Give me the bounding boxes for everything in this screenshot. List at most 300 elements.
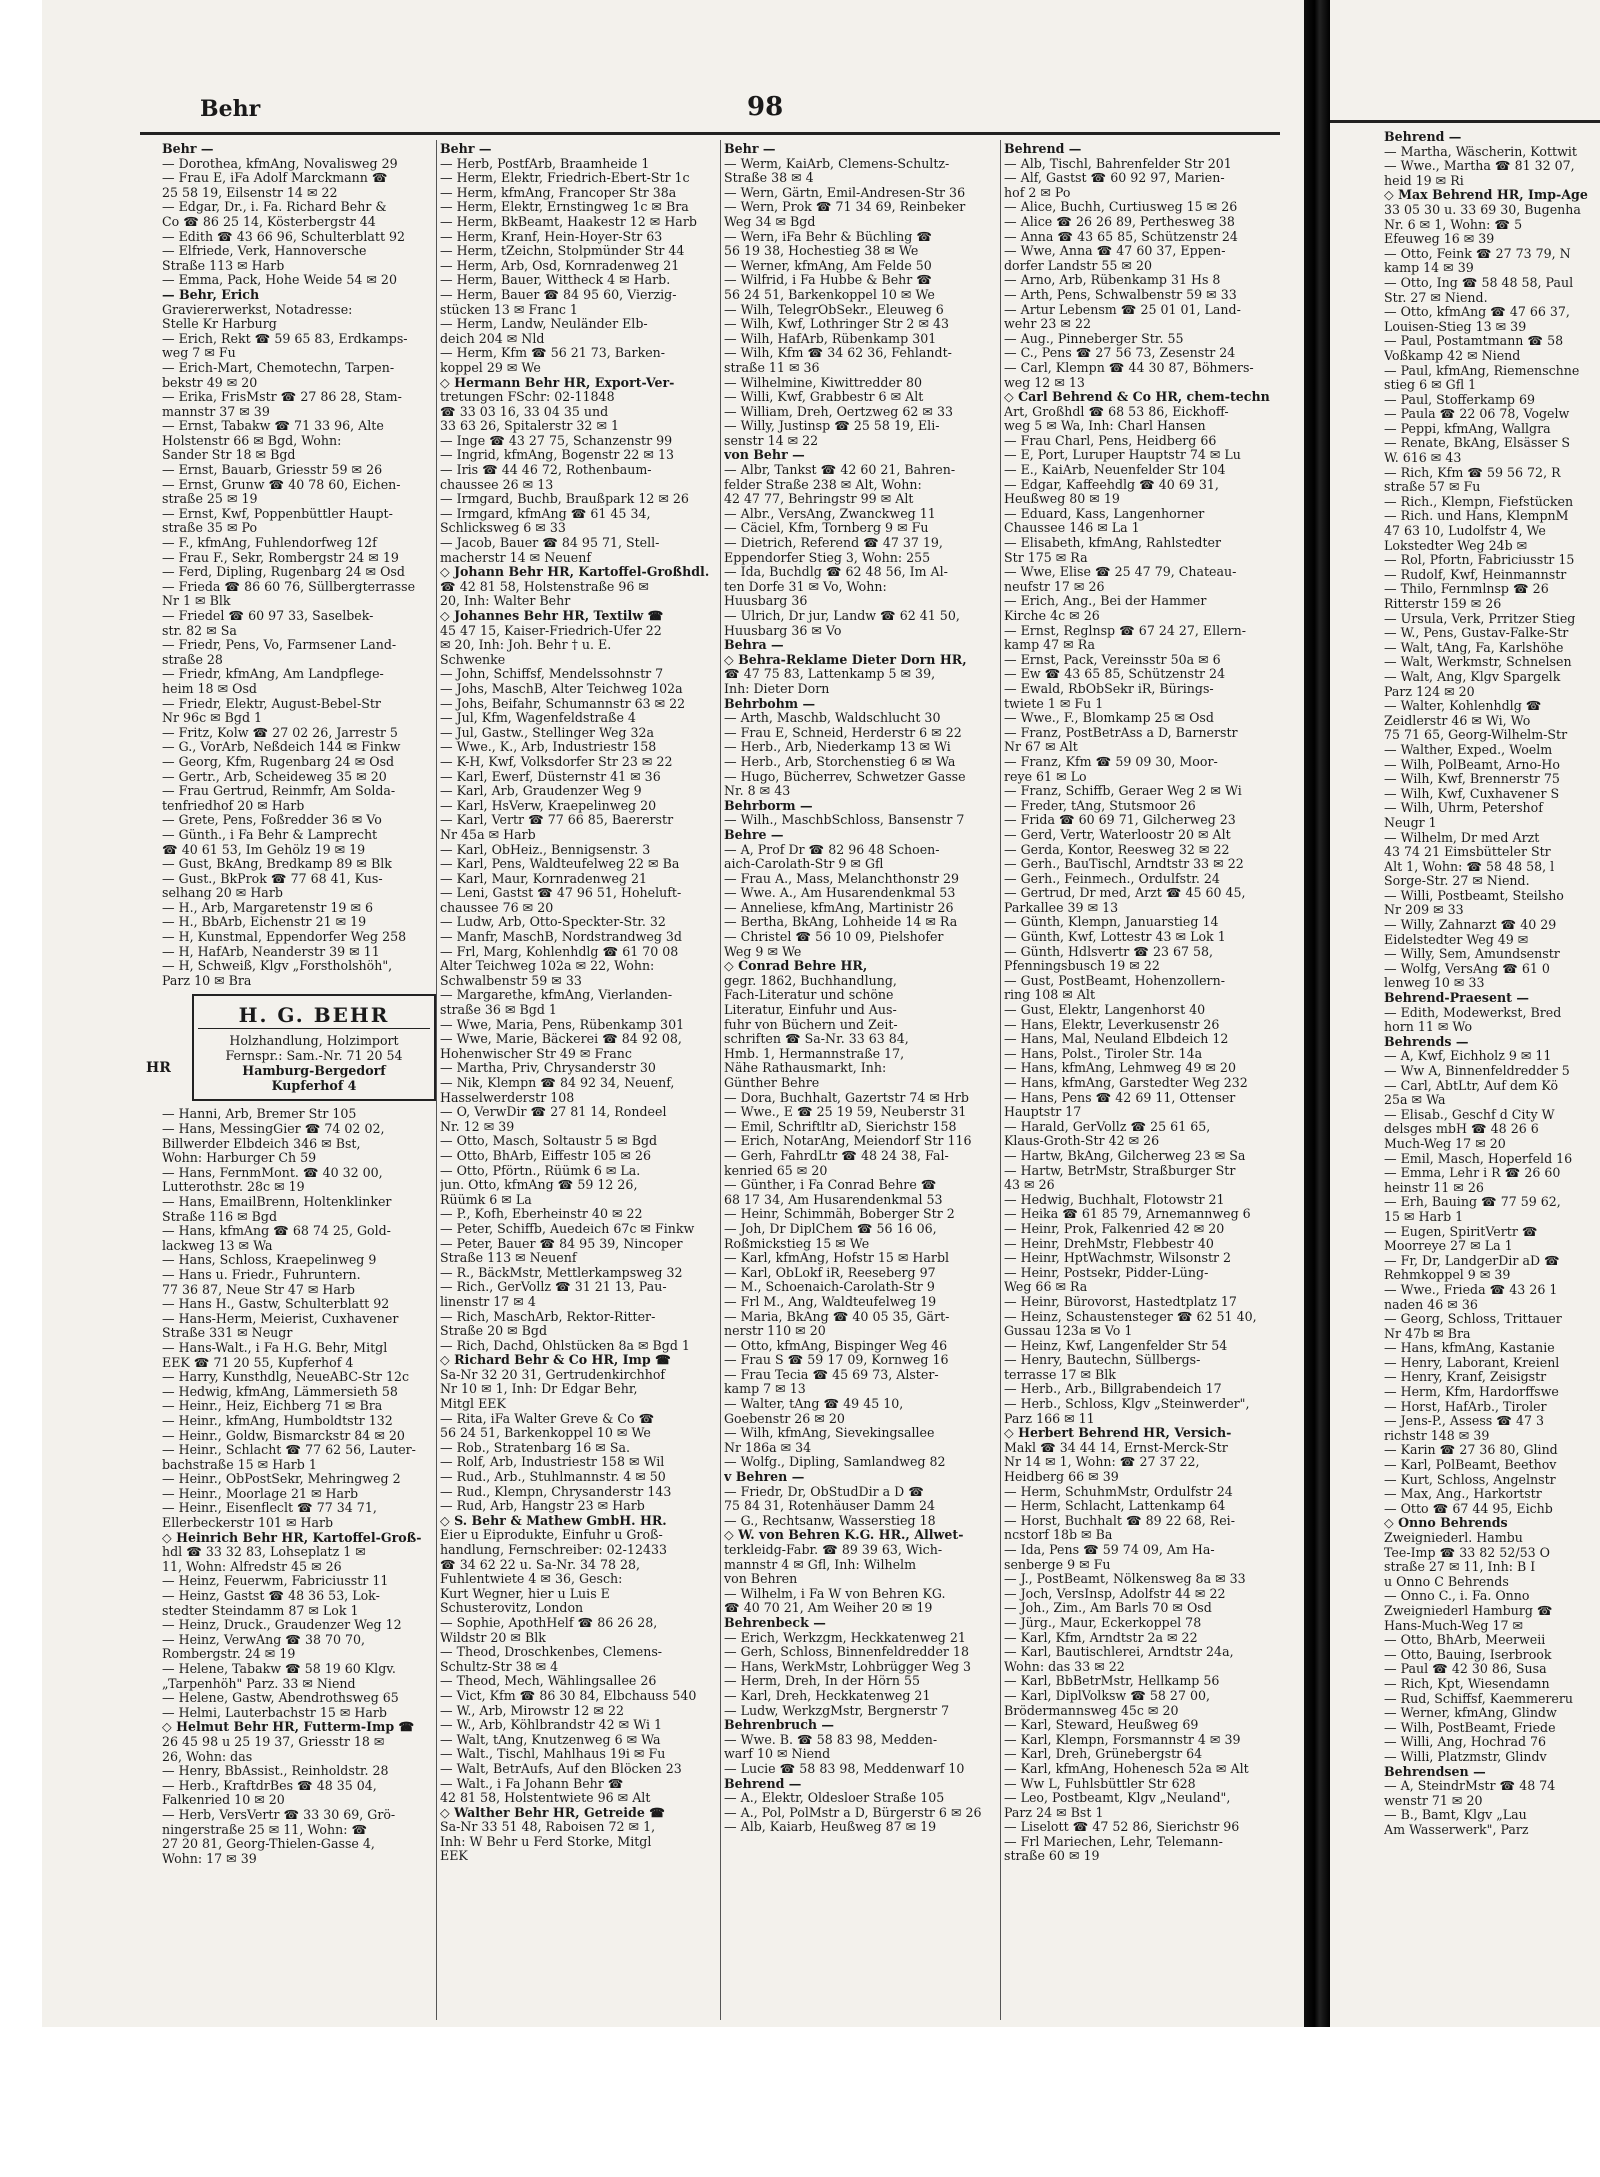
directory-entry-line: — Frau E, iFa Adolf Marckmann ☎ [162,170,388,186]
directory-entry-line: straße 27 ✉ 11, Inh: B I [1384,1559,1536,1575]
directory-entry-line: — Heinz, Schaustensteger ☎ 62 51 40, [1004,1308,1257,1324]
directory-entry-line: — Albr., VersAng, Zwanckweg 11 [724,505,936,521]
directory-entry-line: — Walt, Ang, Klgv Spargelk [1384,668,1561,684]
directory-entry-line: — Wern, iFa Behr & Büchling ☎ [724,228,933,244]
directory-entry-line: — Erich, Ang., Bei der Hammer [1004,593,1207,609]
directory-entry-line: — Grete, Pens, Foßredder 36 ✉ Vo [162,812,382,828]
directory-entry-line: lackweg 13 ✉ Wa [162,1237,273,1253]
directory-entry-line: Behrend — [1004,142,1082,156]
directory-entry-line: Straße 38 ✉ 4 [724,170,814,186]
directory-entry-line: — Wwe., K., Arb, Industriestr 158 [440,739,657,755]
directory-entry-line: — Frl, Marg, Kohlenhdlg ☎ 61 70 08 [440,943,679,959]
directory-entry-line: — Harald, GerVollz ☎ 25 61 65, [1004,1118,1211,1134]
directory-entry-line: „Tarpenhöh" Parz. 33 ✉ Niend [162,1675,356,1691]
directory-entry-line: straße 11 ✉ 36 [724,359,820,375]
column-4-entries [1004,142,1282,1864]
directory-entry-line: — Friedr, Elektr, August-Bebel-Str [162,695,381,711]
directory-entry-line: — Inge ☎ 43 27 75, Schanzenstr 99 [440,432,673,448]
directory-entry-line: — Paul, kfmAng, Riemenschne [1384,362,1580,378]
directory-entry-line: — Herb., KraftdrBes ☎ 48 35 04, [162,1777,377,1793]
directory-entry-line: — Leni, Gastst ☎ 47 96 51, Hoheluft- [440,885,682,901]
directory-entry-line: hof 2 ✉ Po [1004,184,1071,200]
directory-entry-line: — Hans, kfmAng ☎ 68 74 25, Gold- [162,1223,391,1239]
directory-entry-line: — Erich, Rekt ☎ 59 65 83, Erdkamps- [162,330,408,346]
directory-entry-line: — Gerh, FahrdLtr ☎ 48 24 38, Fal- [724,1147,949,1163]
directory-entry-line: richstr 148 ✉ 39 [1384,1427,1490,1443]
directory-entry-line: — Iris ☎ 44 46 72, Rothenbaum- [440,462,652,478]
directory-entry-line: 56 19 38, Hochestieg 38 ✉ We [724,243,919,259]
directory-entry-line: Straße 116 ✉ Bgd [162,1208,278,1224]
directory-entry-line: — R., BäckMstr, Mettlerkampsweg 32 [440,1264,683,1280]
directory-entry-line: Hauptstr 17 [1004,1104,1082,1120]
directory-entry-line: 42 47 77, Behringstr 99 ✉ Alt [724,491,914,507]
directory-entry-line: mannstr 4 ✉ Gfl, Inh: Wilhelm [724,1556,917,1572]
directory-entry-line: — Karl, Klempn, Forsmannstr 4 ✉ 39 [1004,1731,1241,1747]
directory-column-3 [724,142,1002,2022]
directory-entry-line: — Gust., BkProk ☎ 77 68 41, Kus- [162,870,383,886]
directory-entry-line: — Wilh, TelegrObSekr., Eleuweg 6 [724,301,944,317]
page-header [182,92,1322,132]
directory-entry-line: 27 20 81, Georg-Thielen-Gasse 4, [162,1836,375,1852]
directory-entry-line: — Wwe, Anna ☎ 47 60 37, Eppen- [1004,243,1226,259]
directory-entry-line: — Irmgard, kfmAng ☎ 61 45 34, [440,505,651,521]
directory-entry-line: Straße 20 ✉ Bgd [440,1323,548,1339]
directory-entry-line: — Jürg., Maur, Eckerkoppel 78 [1004,1614,1202,1630]
directory-entry-line: straße 36 ✉ Bgd 1 [440,1002,557,1018]
directory-entry-line: — Rud., Arb., Stuhlmannstr. 4 ✉ 50 [440,1469,666,1485]
directory-entry-line: macherstr 14 ✉ Neuenf [440,549,592,565]
directory-entry-line: — Heinr., Heiz, Eichberg 71 ✉ Bra [162,1398,383,1414]
directory-entry-line: — Heinr, Schimmäh, Boberger Str 2 [724,1206,955,1222]
directory-entry-line: — Ida, Pens ☎ 59 74 09, Am Ha- [1004,1542,1215,1557]
directory-entry-line: Co ☎ 86 25 14, Kösterbergstr 44 [162,213,376,229]
directory-entry-line: — Martha, Wäscherin, Kottwit [1384,143,1577,159]
directory-entry-line: Sorge-Str. 27 ✉ Niend. [1384,873,1530,889]
directory-entry-line: heinstr 11 ✉ 26 [1384,1179,1484,1195]
directory-entry-line: Behrenbeck — [724,1614,826,1630]
directory-entry-line: — Hans, WerkMstr, Lohbrügger Weg 3 [724,1658,972,1674]
directory-entry-line: ◇ Conrad Behre HR, [724,958,868,974]
directory-entry-line: Nr 47b ✉ Bra [1384,1325,1471,1341]
directory-entry-line: — Walt, tAng, Knutzenweg 6 ✉ Wa [440,1731,661,1747]
directory-entry-line: kenried 65 ✉ 20 [724,1162,828,1178]
directory-entry-line: — Herb., Schloss, Klgv „Steinwerder", [1004,1396,1250,1412]
directory-entry-line: — Arth, Maschb, Waldschlucht 30 [724,710,941,726]
directory-entry-line: — Henry, Bautechn, Süllbergs- [1004,1352,1201,1368]
directory-entry-line: — Paula ☎ 22 06 78, Vogelw [1384,406,1570,422]
directory-entry-line: — Jens-P., Assess ☎ 47 3 [1384,1413,1544,1429]
directory-entry-line: — Paul, Stofferkamp 69 [1384,391,1536,407]
directory-entry-line: ncstorf 18b ✉ Ba [1004,1527,1113,1543]
directory-entry-line: Art, Großhdl ☎ 68 53 86, Eickhoff- [1004,403,1229,419]
directory-entry-line: — Heinr, Postsekr, Pidder-Lüng- [1004,1264,1209,1280]
directory-entry-line: Nr 1 ✉ Blk [162,593,231,609]
directory-entry-line: — Rita, iFa Walter Greve & Co ☎ [440,1410,655,1426]
directory-entry-line: Parz 10 ✉ Bra [162,972,252,988]
directory-entry-line: — H., Arb, Margaretenstr 19 ✉ 6 [162,899,374,915]
directory-entry-line: — Wilhelm, i Fa W von Behren KG. [724,1585,946,1601]
directory-entry-line: — Heinr., Schlacht ☎ 77 62 56, Lauter- [162,1442,416,1458]
directory-entry-line: Str. 27 ✉ Niend. [1384,289,1488,305]
directory-entry-line: — Rud., Klempn, Chrysanderstr 143 [440,1483,672,1499]
directory-entry-line: — Ernst, Bauarb, Griesstr 59 ✉ 26 [162,462,383,478]
directory-entry-line: ◇ Johann Behr HR, Kartoffel-Großhdl. [440,564,710,580]
directory-entry-line: — Edith ☎ 43 66 96, Schulterblatt 92 [162,228,406,244]
book-gutter [1304,0,1330,2177]
directory-entry-line: — Willi, Platzmstr, Glindv [1384,1748,1547,1764]
directory-entry-line: — A, Kwf, Eichholz 9 ✉ 11 [1384,1048,1552,1064]
directory-entry-line: — W., Arb, Köhlbrandstr 42 ✉ Wi 1 [440,1717,662,1733]
directory-entry-line: — Horst, Buchhalt ☎ 89 22 68, Rei- [1004,1512,1235,1528]
directory-entry-line: — W., Pens, Gustav-Falke-Str [1384,625,1569,641]
directory-entry-line: — Liselott ☎ 47 52 86, Sierichstr 96 [1004,1819,1240,1835]
directory-entry-line: — Christel ☎ 56 10 09, Pielshofer [724,929,944,945]
directory-entry-line: 77 36 87, Neue Str 47 ✉ Harb [162,1281,355,1297]
directory-column-4 [1004,142,1282,2022]
directory-entry-line: — Emil, Masch, Hoperfeld 16 [1384,1150,1573,1166]
directory-entry-line: — Karl, Dreh, Heckkatenweg 21 [724,1687,931,1703]
directory-entry-line: — Wilh, Kwf, Lothringer Str 2 ✉ 43 [724,316,950,332]
directory-entry-line: — Horst, HafArb., Tiroler [1384,1398,1547,1414]
directory-entry-line: Hmb. 1, Hermannstraße 17, [724,1045,905,1061]
directory-entry-line: Behrend — [1384,130,1462,144]
directory-entry-line: — Manfr, MaschB, Nordstrandweg 3d [440,929,682,945]
directory-entry-line: ✉ 20, Inh: Joh. Behr † u. E. [440,637,612,653]
directory-entry-line: Nr 186a ✉ 34 [724,1439,812,1455]
directory-entry-line: Mitgl EEK [440,1396,506,1412]
directory-entry-line: — Otto, Pförtn., Rüümk 6 ✉ La. [440,1162,641,1178]
directory-entry-line: — Elisabeth, kfmAng, Rahlstedter [1004,535,1222,551]
directory-entry-line: v Behren — [724,1469,805,1485]
directory-entry-line: — Paul ☎ 42 30 86, Susa [1384,1661,1547,1677]
directory-entry-line: — Walt., i Fa Johann Behr ☎ [440,1775,624,1791]
directory-entry-line: — Ew ☎ 43 65 85, Schützenstr 24 [1004,666,1226,682]
directory-entry-line: Parz 24 ✉ Bst 1 [1004,1804,1104,1820]
directory-entry-line: Schwenke [440,651,506,667]
directory-entry-line: hdl ☎ 33 32 83, Lohseplatz 1 ✉ [162,1544,366,1560]
directory-entry-line: — Henry, BbAssist., Reinholdstr. 28 [162,1763,389,1779]
directory-entry-line: ◇ Behra-Reklame Dieter Dorn HR, [724,651,967,667]
directory-entry-line: — Wwe., E ☎ 25 19 59, Neuberstr 31 [724,1104,967,1120]
directory-entry-line: — Alb, Tischl, Bahrenfelder Str 201 [1004,155,1232,171]
directory-entry-line: — Hans, Mal, Neuland Elbdeich 12 [1004,1031,1229,1047]
directory-entry-line: Goebenstr 26 ✉ 20 [724,1410,845,1426]
directory-entry-line: — Karl, HsVerw, Kraepelinweg 20 [440,797,657,813]
directory-entry-line: — Ernst, Grunw ☎ 40 78 60, Eichen- [162,476,401,492]
directory-entry-line: — Herb, PostfArb, Braamheide 1 [440,155,650,171]
directory-entry-line: — Franz, Schiffb, Geraer Weg 2 ✉ Wi [1004,783,1242,799]
directory-entry-line: — Hanni, Arb, Bremer Str 105 [162,1106,357,1122]
scan-margin [0,2027,1600,2177]
directory-entry-line: Schultz-Str 38 ✉ 4 [440,1658,559,1674]
directory-entry-line: — Rol, Pfortn, Fabriciusstr 15 [1384,552,1575,568]
directory-entry-line: — Wern, Prok ☎ 71 34 69, Reinbeker [724,199,966,215]
ad-side-mark: HR [146,1060,171,1076]
directory-entry-line: — Rud, Arb, Hangstr 23 ✉ Harb [440,1498,645,1514]
directory-entry-line: ◇ W. von Behren K.G. HR., Allwet- [724,1527,964,1543]
directory-entry-line: — Hugo, Bücherrev, Schwetzer Gasse [724,768,966,784]
directory-entry-line: 68 17 34, Am Husarendenkmal 53 [724,1191,943,1207]
directory-entry-line: — Günth, Klempn, Januarstieg 14 [1004,914,1219,930]
directory-entry-line: — Peter, Schiffb, Auedeich 67c ✉ Finkw [440,1220,695,1236]
directory-entry-line: Gussau 123a ✉ Vo 1 [1004,1323,1133,1339]
directory-entry-line: — Karl, DiplVolksw ☎ 58 27 00, [1004,1687,1210,1703]
directory-entry-line: Rehmkoppel 9 ✉ 39 [1384,1267,1511,1283]
directory-entry-line: Kirche 4c ✉ 26 [1004,608,1100,623]
directory-entry-line: — A, SteindrMstr ☎ 48 74 [1384,1778,1556,1794]
directory-entry-line: — Frl Mariechen, Lehr, Telemann- [1004,1833,1223,1849]
directory-entry-line: — Wwe. A., Am Husarendenkmal 53 [724,885,956,901]
directory-entry-line: Behre — [724,826,784,842]
directory-entry-line: — Hedwig, Buchhalt, Flotowstr 21 [1004,1191,1225,1207]
directory-column-5 [1384,130,1600,2010]
directory-entry-line: — H, HafArb, Neanderstr 39 ✉ 11 [162,943,380,959]
directory-entry-line: — J., PostBeamt, Nölkensweg 8a ✉ 33 [1004,1571,1246,1587]
directory-entry-line: — W., Arb, Mirowstr 12 ✉ 22 [440,1702,624,1718]
directory-entry-line: Str 175 ✉ Ra [1004,549,1088,565]
directory-entry-line: — Otto, BhArb, Eiffestr 105 ✉ 26 [440,1147,651,1163]
directory-entry-line: Inh: W Behr u Ferd Storke, Mitgl [440,1833,652,1849]
directory-entry-line: — A., Elektr, Oldesloer Straße 105 [724,1790,945,1806]
directory-entry-line: 47 63 10, Ludolfstr 4, We [1384,523,1546,539]
directory-entry-line: — Lucie ☎ 58 83 98, Meddenwarf 10 [724,1760,965,1776]
directory-entry-line: — Herm, Arb, Osd, Kornradenweg 21 [440,257,680,273]
directory-entry-line: — Hartw, BetrMstr, Straßburger Str [1004,1162,1236,1178]
directory-entry-line: felder Straße 238 ✉ Alt, Wohn: [724,476,922,492]
directory-entry-line: — Karl, kfmAng, Hohenesch 52a ✉ Alt [1004,1760,1249,1776]
directory-entry-line: — Emil, Schriftltr aD, Sierichstr 158 [724,1118,957,1134]
directory-entry-line: heid 19 ✉ Ri [1384,172,1464,188]
directory-entry-line: — Hans, Polst., Tiroler Str. 14a [1004,1045,1203,1061]
directory-entry-line: — Carl, AbtLtr, Auf dem Kö [1384,1077,1559,1093]
directory-entry-line: Moorreye 27 ✉ La 1 [1384,1238,1513,1254]
right-header-rule [1330,120,1600,123]
directory-entry-line: — Wwe, Maria, Pens, Rübenkamp 301 [440,1016,685,1032]
directory-entry-line: — Ww A, Binnenfeldredder 5 [1384,1063,1570,1078]
directory-entry-line: Huusbarg 36 [724,593,808,609]
directory-entry-line: senstr 14 ✉ 22 [724,432,819,448]
directory-entry-line: Zeidlerstr 46 ✉ Wi, Wo [1384,712,1531,728]
directory-entry-line: — Fr, Dr, LandgerDir aD ☎ [1384,1252,1560,1268]
directory-entry-line: — Henry, Kranf, Zeisigstr [1384,1369,1547,1385]
directory-entry-line: — Heika ☎ 61 85 79, Arnemannweg 6 [1004,1206,1251,1222]
directory-entry-line: Zweigniederl. Hambu [1384,1530,1523,1545]
directory-entry-line: — E., KaiArb, Neuenfelder Str 104 [1004,462,1226,478]
directory-entry-line: — Walter, tAng ☎ 49 45 10, [724,1396,904,1412]
directory-entry-line: — Karl, PolBeamt, Beethov [1384,1457,1557,1473]
directory-entry-line: — Hans, MessingGier ☎ 74 02 02, [162,1121,385,1137]
directory-entry-line: — Hans H., Gastw, Schulterblatt 92 [162,1296,390,1312]
directory-entry-line: — Heinr, Bürovorst, Hastedtplatz 17 [1004,1293,1237,1309]
directory-entry-line: — Friedr, Dr, ObStudDir a D ☎ [724,1483,924,1499]
directory-entry-line: — Heinr., kfmAng, Humboldtstr 132 [162,1412,393,1428]
directory-entry-line: Nr 96c ✉ Bgd 1 [162,710,263,726]
directory-entry-line: — Karl, ObLokf iR, Reeseberg 97 [724,1264,936,1280]
directory-entry-line: heim 18 ✉ Osd [162,680,257,696]
directory-entry-line: — Walt, BetrAufs, Auf den Blöcken 23 [440,1760,682,1776]
directory-entry-line: selhang 20 ✉ Harb [162,885,283,901]
directory-entry-line: ☎ 42 81 58, Holstenstraße 96 ✉ [440,578,649,594]
directory-entry-line: — Aug., Pinneberger Str. 55 [1004,330,1184,346]
directory-entry-line: — Ferd, Dipling, Rugenbarg 24 ✉ Osd [162,564,405,580]
directory-entry-line: — Ernst, Pack, Vereinsstr 50a ✉ 6 [1004,651,1221,667]
directory-entry-line: — Heinr, Prok, Falkenried 42 ✉ 20 [1004,1220,1225,1236]
directory-entry-line: Hohenwischer Str 49 ✉ Franc [440,1045,632,1061]
directory-entry-line: — Heinr., Moorlage 21 ✉ Harb [162,1485,359,1501]
directory-entry-line: — Wwe, Elise ☎ 25 47 79, Chateau- [1004,564,1237,580]
directory-entry-line: senberge 9 ✉ Fu [1004,1556,1111,1572]
directory-entry-line: — Wwe. B. ☎ 58 83 98, Medden- [724,1731,938,1747]
directory-entry-line: — Herm, BkBeamt, Haakestr 12 ✉ Harb [440,213,697,229]
directory-entry-line: — A., Pol, PolMstr a D, Bürgerstr 6 ✉ 26 [724,1804,982,1820]
directory-entry-line: Tee-Imp ☎ 33 82 52/53 O [1384,1544,1550,1560]
directory-entry-line: Behra — [724,637,784,653]
directory-entry-line: 20, Inh: Walter Behr [440,593,571,609]
directory-entry-line: — Hans, Pens ☎ 42 69 11, Ottenser [1004,1089,1236,1105]
directory-entry-line: — Hans, Elektr, Leverkusenstr 26 [1004,1016,1220,1032]
directory-entry-line: — Georg, Kfm, Rugenbarg 24 ✉ Osd [162,753,395,769]
directory-entry-line: — Herm, Dreh, In der Hörn 55 [724,1673,921,1689]
directory-entry-line: Am Wasserwerk", Parz [1384,1821,1529,1837]
directory-entry-line: tenfriedhof 20 ✉ Harb [162,797,305,813]
directory-entry-line: Holstenstr 66 ✉ Bgd, Wohn: [162,432,342,448]
directory-entry-line: Kurt Wegner, hier u Luis E [440,1585,610,1601]
directory-entry-line: — Edgar, Dr., i. Fa. Richard Behr & [162,199,387,215]
directory-entry-line: Billwerder Elbdeich 346 ✉ Bst, [162,1135,361,1151]
directory-entry-line: — Theod, Mech, Wählingsallee 26 [440,1673,657,1689]
directory-entry-line: Nr 14 ✉ 1, Wohn: ☎ 27 37 22, [1004,1454,1200,1470]
directory-entry-line: ☎ 33 03 16, 33 04 35 und [440,403,609,419]
directory-entry-line: — Wilh, kfmAng, Sievekingsallee [724,1425,935,1441]
directory-entry-line: kamp 14 ✉ 39 [1384,260,1474,276]
directory-entry-line: 56 24 51, Barkenkoppel 10 ✉ We [724,286,935,302]
directory-entry-line: Schwalbenstr 59 ✉ 33 [440,972,582,988]
directory-entry-line: Weg 9 ✉ We [724,943,802,959]
directory-entry-line: — Hans, FernmMont. ☎ 40 32 00, [162,1164,383,1180]
directory-entry-line: — Henry, Laborant, Kreienl [1384,1354,1560,1370]
directory-entry-line: — Helene, Gastw, Abendrothsweg 65 [162,1690,399,1706]
directory-entry-line: — Frau E, Schneid, Herderstr 6 ✉ 22 [724,724,962,740]
directory-entry-line: Nr 209 ✉ 33 [1384,902,1464,918]
directory-entry-line: ring 108 ✉ Alt [1004,987,1096,1003]
directory-entry-line: — H, Kunstmal, Eppendorfer Weg 258 [162,929,407,945]
directory-entry-line: Parz 124 ✉ 20 [1384,683,1475,699]
directory-entry-line: — Jacob, Bauer ☎ 84 95 71, Stell- [440,535,660,551]
directory-entry-line: — Willi, Postbeamt, Steilsho [1384,887,1564,903]
directory-entry-line: wenstr 71 ✉ 20 [1384,1792,1483,1808]
directory-entry-line: — Karl, Maur, Kornradenweg 21 [440,870,647,886]
directory-entry-line: — Willi, Kwf, Grabbestr 6 ✉ Alt [724,389,924,405]
directory-entry-line: — Bertha, BkAng, Lohheide 14 ✉ Ra [724,914,958,930]
directory-entry-line: ◇ Herbert Behrend HR, Versich- [1004,1425,1232,1441]
directory-entry-line: — Werner, kfmAng, Glindw [1384,1705,1557,1721]
directory-entry-line: — Gust, BkAng, Bredkamp 89 ✉ Blk [162,856,392,872]
directory-entry-line: — Maria, BkAng ☎ 40 05 35, Gärt- [724,1308,950,1324]
directory-entry-line: — Rolf, Arb, Industriestr 158 ✉ Wil [440,1454,665,1470]
directory-entry-line: Nr 67 ✉ Alt [1004,739,1078,755]
column-1-entries-bottom [162,1107,440,1866]
directory-entry-line: — Werner, kfmAng, Am Felde 50 [724,257,932,273]
directory-entry-line: — Karl, Ewerf, Düsternstr 41 ✉ 36 [440,768,661,784]
directory-entry-line: — Onno C., i. Fa. Onno [1384,1588,1530,1604]
directory-entry-line: Zweigniederl Hamburg ☎ [1384,1602,1553,1618]
directory-entry-line: terrasse 17 ✉ Blk [1004,1366,1116,1382]
directory-entry-line: — Frl M., Ang, Waldteufelweg 19 [724,1293,937,1309]
directory-entry-line: — Arth, Pens, Schwalbenstr 59 ✉ 33 [1004,286,1237,302]
directory-entry-line: Huusbarg 36 ✉ Vo [724,622,842,638]
directory-entry-line: — Herm, Kranf, Hein-Hoyer-Str 63 [440,228,663,244]
directory-entry-line: mannstr 37 ✉ 39 [162,403,270,419]
directory-entry-line: — Herm, tZeichn, Stolpmünder Str 44 [440,243,685,259]
directory-entry-line: weg 12 ✉ 13 [1004,374,1085,390]
directory-entry-line: Schusterovitz, London [440,1600,584,1616]
directory-entry-line: — Wwe, Marie, Bäckerei ☎ 84 92 08, [440,1031,682,1047]
directory-entry-line: — Rich, Dachd, Ohlstücken 8a ✉ Bgd 1 [440,1337,690,1353]
directory-entry-line: — Ernst, Reglnsp ☎ 67 24 27, Ellern- [1004,622,1246,638]
directory-entry-line: Pfenningsbusch 19 ✉ 22 [1004,958,1160,974]
directory-entry-line: Parkallee 39 ✉ 13 [1004,899,1119,915]
directory-entry-line: — Elfriede, Verk, Hannoversche [162,243,367,259]
directory-entry-line: Nähe Rathausmarkt, Inh: [724,1060,887,1076]
directory-entry-line: ◇ Onno Behrends [1384,1515,1508,1531]
directory-entry-line: — Behr, Erich [162,286,260,302]
directory-entry-line: Behr — [724,142,776,156]
directory-entry-line: — Harry, Kunsthdlg, NeueABC-Str 12c [162,1369,410,1385]
directory-entry-line: — Frau Charl, Pens, Heidberg 66 [1004,432,1217,448]
directory-entry-line: — Franz, PostBetrAss a D, Barnerstr [1004,724,1238,740]
directory-entry-line: koppel 29 ✉ We [440,359,541,375]
directory-entry-line: — Frieda ☎ 86 60 76, Süllbergterrasse [162,578,416,594]
directory-entry-line: — Walt, tAng, Fa, Karlshöhe [1384,639,1564,655]
directory-entry-line: stieg 6 ✉ Gfl 1 [1384,377,1477,393]
directory-entry-line: — Karl, BbBetrMstr, Hellkamp 56 [1004,1673,1220,1689]
directory-entry-line: W. 616 ✉ 43 [1384,450,1462,466]
directory-entry-line: — P., Kofh, Eberheinstr 40 ✉ 22 [440,1206,643,1222]
directory-entry-line: — Wilhelmine, Kiwittredder 80 [724,374,922,390]
directory-entry-line: Straße 113 ✉ Harb [162,257,285,273]
directory-entry-line: Behrbohm — [724,695,816,711]
directory-entry-line: — Thilo, Fernmlnsp ☎ 26 [1384,581,1549,597]
directory-entry-line: — Alice, Buchh, Curtiusweg 15 ✉ 26 [1004,199,1238,215]
directory-entry-line: Roßmickstieg 15 ✉ We [724,1235,870,1251]
header-rule [140,132,1280,135]
directory-entry-line: 75 71 65, Georg-Wilhelm-Str [1384,727,1568,743]
directory-entry-line: — Dorothea, kfmAng, Novalisweg 29 [162,155,398,171]
directory-entry-line: Makl ☎ 34 44 14, Ernst-Merck-Str [1004,1439,1228,1455]
directory-entry-line: — Wilfrid, i Fa Hubbe & Behr ☎ [724,272,932,288]
directory-entry-line: lenweg 10 ✉ 33 [1384,975,1485,991]
directory-entry-line: — G., VorArb, Neßdeich 144 ✉ Finkw [162,739,401,755]
directory-entry-line: — Joch, VersInsp, Adolfstr 44 ✉ 22 [1004,1585,1226,1601]
directory-entry-line: — Friedr, Pens, Vo, Farmsener Land- [162,637,397,653]
directory-entry-line: ◇ Walther Behr HR, Getreide ☎ [440,1804,665,1820]
directory-entry-line: — Carl, Klempn ☎ 44 30 87, Böhmers- [1004,359,1254,375]
directory-entry-line: Fuhlentwiete 4 ✉ 36, Gesch: [440,1571,623,1587]
directory-entry-line: straße 28 [162,651,223,667]
directory-entry-line: — Gust, PostBeamt, Hohenzollern- [1004,972,1225,988]
directory-entry-line: — Ida, Buchdlg ☎ 62 48 56, Im Al- [724,564,948,580]
directory-entry-line: — H., BbArb, Eichenstr 21 ✉ 19 [162,914,367,930]
directory-entry-line: weg 7 ✉ Fu [162,345,236,361]
directory-entry-line: — Erika, FrisMstr ☎ 27 86 28, Stam- [162,389,402,405]
directory-entry-line: — Wilh, Kwf, Cuxhavener S [1384,785,1560,801]
directory-entry-line: — Herb, VersVertr ☎ 33 30 69, Grö- [162,1806,396,1822]
page-number: 98 [747,92,784,122]
directory-entry-line: — Franz, Kfm ☎ 59 09 30, Moor- [1004,753,1218,769]
directory-entry-line: — Ursula, Verk, Prritzer Stieg [1384,610,1576,626]
directory-entry-line: — Hans, kfmAng, Lehmweg 49 ✉ 20 [1004,1060,1236,1076]
directory-entry-line: — Herm, Bauer ☎ 84 95 60, Vierzig- [440,286,677,302]
